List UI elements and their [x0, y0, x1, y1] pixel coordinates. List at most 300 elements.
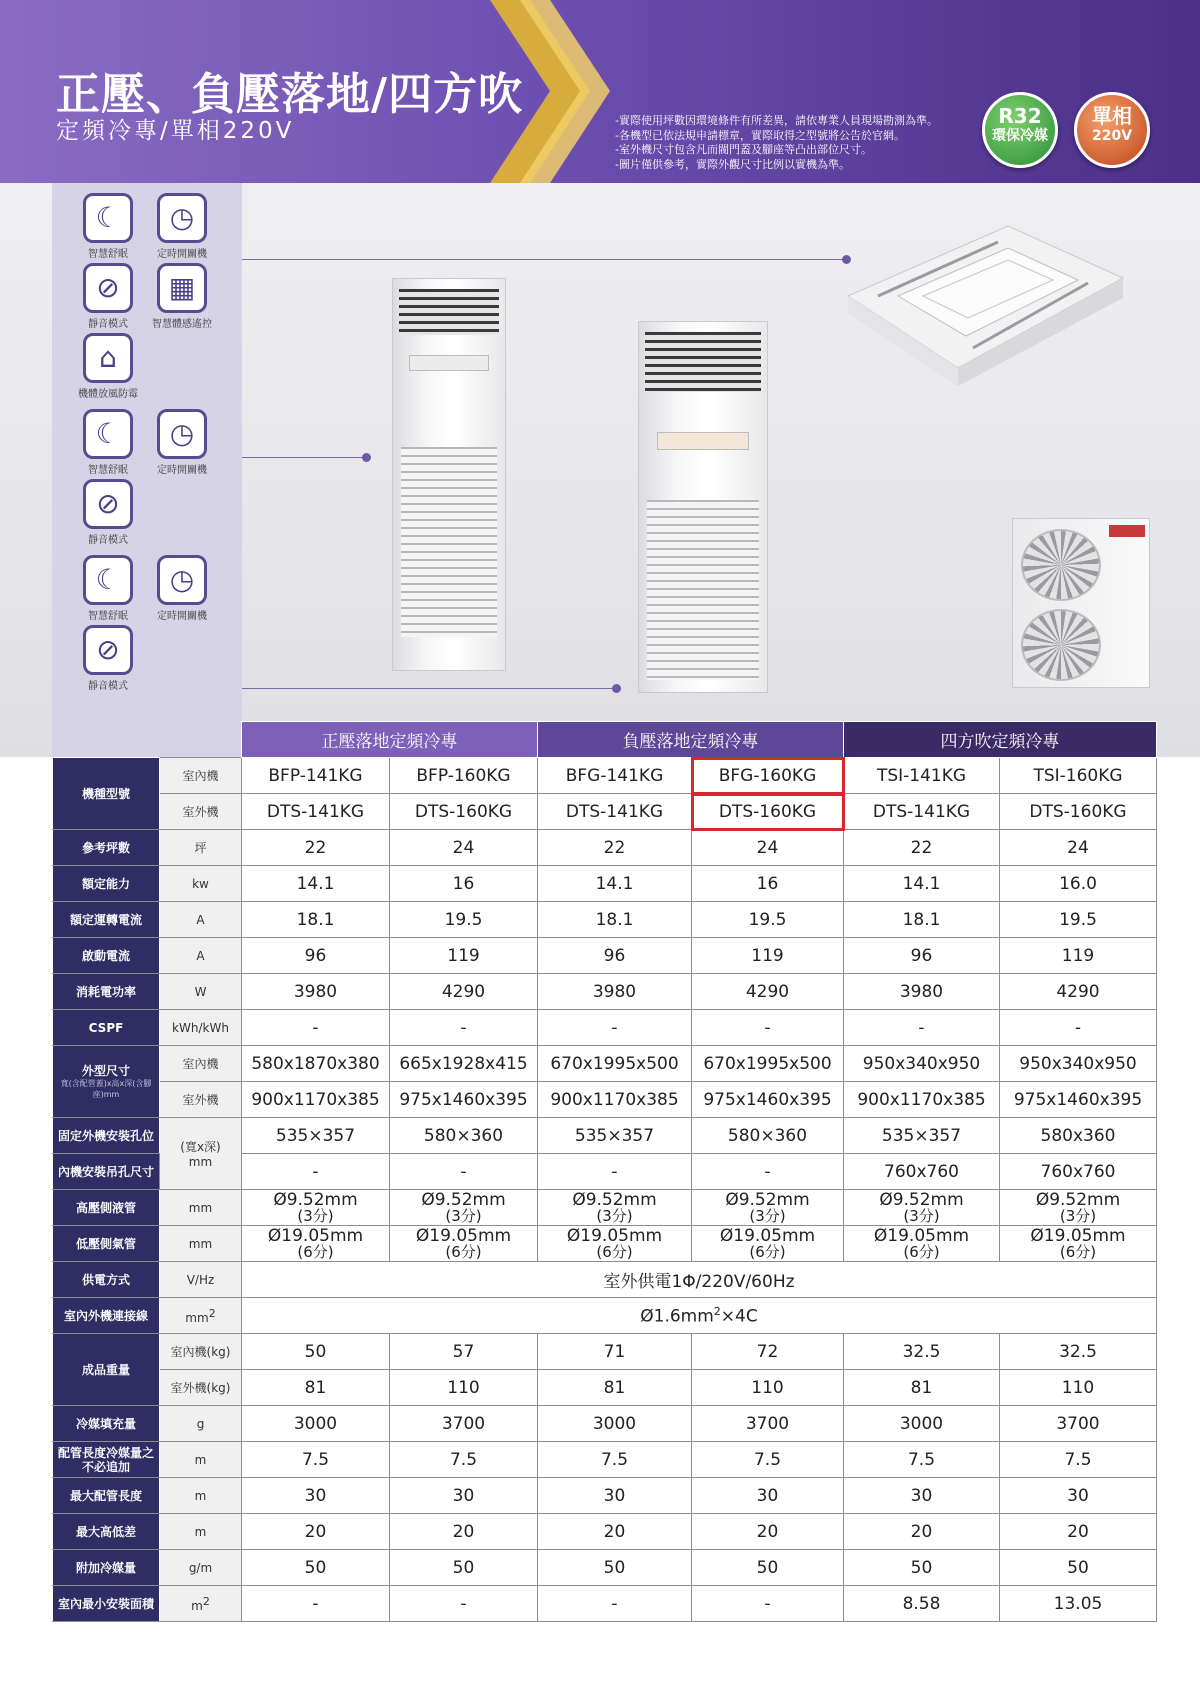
row-label-note: 寬(含配管蓋)x高x深(含腳座)mm — [60, 1078, 152, 1099]
cell: 71 — [538, 1334, 692, 1370]
pipe-size: Ø9.52mm — [421, 1189, 506, 1210]
pipe-cell — [844, 1226, 1000, 1262]
brand-plate — [1109, 525, 1145, 537]
sub-label: 坪 — [160, 830, 242, 866]
sub-label — [160, 1118, 242, 1190]
pipe-size: Ø9.52mm — [725, 1189, 810, 1210]
table-row — [53, 1010, 1157, 1046]
cell: 14.1 — [844, 866, 1000, 902]
rows-b — [53, 1406, 1157, 1586]
pipe-size: Ø19.05mm — [566, 1225, 663, 1246]
table-row — [53, 1478, 1157, 1514]
note-line: -圖片僅供參考，實際外觀尺寸比例以實機為準。 — [615, 157, 850, 171]
cell: 110 — [390, 1370, 538, 1406]
sub-label: mm — [160, 1190, 242, 1226]
fan-icon — [1021, 529, 1101, 601]
cell: 50 — [692, 1550, 844, 1586]
clock-icon: ◷ — [157, 409, 207, 459]
cell: 670x1995x500 — [538, 1046, 692, 1082]
notes-block — [615, 114, 938, 172]
pipe-note: (3分) — [297, 1206, 334, 1225]
cell: - — [844, 1010, 1000, 1046]
cell: 3700 — [390, 1406, 538, 1442]
cell: 24 — [390, 830, 538, 866]
cell: 3700 — [692, 1406, 844, 1442]
cell: DTS-141KG — [538, 794, 692, 830]
pipe-note: (3分) — [749, 1206, 786, 1225]
cell: - — [242, 1154, 390, 1190]
row-label: 配管長度冷媒量之不必追加 — [53, 1442, 160, 1478]
cell: 22 — [538, 830, 692, 866]
cell: - — [538, 1154, 692, 1190]
table-row — [53, 794, 1157, 830]
feature-label: 智慧體感遙控 — [152, 319, 212, 330]
feature-sleep — [68, 193, 148, 260]
cell: 24 — [1000, 830, 1157, 866]
fan-icon — [1021, 609, 1101, 681]
cell: 96 — [242, 938, 390, 974]
table-row — [53, 1118, 1157, 1154]
feature-label: 智慧舒眠 — [88, 249, 128, 260]
feature-label: 智慧舒眠 — [88, 465, 128, 476]
cell: 119 — [692, 938, 844, 974]
pipe-note: (3分) — [903, 1206, 940, 1225]
note-line: -各機型已依法規申請標章，實際取得之型號將公告於官網。 — [615, 128, 905, 142]
merged-cell: 室外供電1Φ/220V/60Hz — [242, 1262, 1157, 1298]
air-intake-grille — [401, 447, 497, 637]
cell: TSI-141KG — [844, 758, 1000, 794]
cell: BFP-141KG — [242, 758, 390, 794]
row-label: 參考坪數 — [53, 830, 160, 866]
note-line: -實際使用坪數因環境條件有所差異，請依專業人員現場勘測為準。 — [615, 114, 938, 127]
group-header: 負壓落地定頻冷專 — [538, 722, 844, 758]
pipe-note: (6分) — [297, 1242, 334, 1261]
mute-icon: ⊘ — [83, 263, 133, 313]
row-label: 室內最小安裝面積 — [53, 1586, 160, 1622]
badge-text: 環保冷媒 — [992, 128, 1048, 144]
pipe-note: (6分) — [903, 1242, 940, 1261]
feature-remote — [142, 263, 222, 330]
table-row — [53, 1334, 1157, 1370]
cell: 14.1 — [242, 866, 390, 902]
highlighted-cell: DTS-160KG — [692, 794, 844, 830]
indoor-unit-image — [638, 321, 768, 693]
cell: - — [390, 1154, 538, 1190]
feature-mold — [68, 333, 148, 400]
cell: BFP-160KG — [390, 758, 538, 794]
table-row — [53, 758, 1157, 794]
badge-text: 220V — [1091, 128, 1133, 144]
pipe-note: (3分) — [445, 1206, 482, 1225]
header-banner — [0, 0, 1200, 183]
row-label-text: 外型尺寸 — [81, 1063, 130, 1078]
badge-text: R32 — [998, 104, 1042, 128]
table-row — [53, 1586, 1157, 1622]
feature-sleep — [68, 409, 148, 476]
cell: 950x340x950 — [844, 1046, 1000, 1082]
cell: 119 — [390, 938, 538, 974]
pipe-cell — [390, 1190, 538, 1226]
moon-icon: ☾ — [83, 555, 133, 605]
group-header: 正壓落地定頻冷專 — [242, 722, 538, 758]
sub-label: 室外機 — [160, 794, 242, 830]
pipe-size: Ø19.05mm — [873, 1225, 970, 1246]
mute-icon: ⊘ — [83, 479, 133, 529]
feature-timer — [142, 409, 222, 476]
page-title: 正壓、負壓落地/四方吹 — [56, 69, 524, 120]
sub-label: 室內機 — [160, 758, 242, 794]
cell: 50 — [1000, 1550, 1157, 1586]
cell: TSI-160KG — [1000, 758, 1157, 794]
pipe-size: Ø19.05mm — [1030, 1225, 1126, 1246]
cell: 535×357 — [844, 1118, 1000, 1154]
pipe-rows — [53, 1190, 1157, 1262]
unit-text: mm — [185, 1310, 209, 1325]
page-subtitle: 定頻冷專/單相220V — [56, 118, 295, 144]
cell: 975x1460x395 — [1000, 1082, 1157, 1118]
cell: 30 — [242, 1478, 390, 1514]
wire-sup: 2 — [713, 1304, 721, 1318]
table-row — [53, 1406, 1157, 1442]
cell: 760x760 — [844, 1154, 1000, 1190]
r32-badge — [982, 92, 1058, 168]
sub-label — [160, 1586, 242, 1622]
cell: 7.5 — [538, 1442, 692, 1478]
feature-label: 機體放風防霉 — [78, 389, 138, 400]
cell: 900x1170x385 — [242, 1082, 390, 1118]
cell: - — [692, 1010, 844, 1046]
cell: 81 — [538, 1370, 692, 1406]
cell: - — [692, 1154, 844, 1190]
pipe-size: Ø9.52mm — [273, 1189, 358, 1210]
sub-label: kWh/kWh — [160, 1010, 242, 1046]
cell: - — [538, 1586, 692, 1622]
row-label: 高壓側液管 — [53, 1190, 160, 1226]
cell: 7.5 — [1000, 1442, 1157, 1478]
cell: 8.58 — [844, 1586, 1000, 1622]
unit-text: (寬x深) — [180, 1140, 221, 1154]
note-line: -室外機尺寸包含凡而閥門蓋及腳座等凸出部位尺寸。 — [615, 143, 872, 156]
air-outlet-grille — [645, 332, 761, 392]
cell: 30 — [538, 1478, 692, 1514]
remote-icon: ▦ — [157, 263, 207, 313]
cell: 50 — [242, 1334, 390, 1370]
cell: 22 — [242, 830, 390, 866]
table-row — [53, 1442, 1157, 1478]
cell: 670x1995x500 — [692, 1046, 844, 1082]
pipe-cell — [390, 1226, 538, 1262]
cell: 580x1870x380 — [242, 1046, 390, 1082]
table-row — [53, 830, 1157, 866]
cell: 20 — [844, 1514, 1000, 1550]
product-area — [0, 183, 1200, 757]
cell: 96 — [538, 938, 692, 974]
cell: 20 — [1000, 1514, 1157, 1550]
table-row — [53, 1514, 1157, 1550]
row-label: 低壓側氣管 — [53, 1226, 160, 1262]
cell: 975x1460x395 — [692, 1082, 844, 1118]
cell: - — [390, 1010, 538, 1046]
pipe-size: Ø19.05mm — [267, 1225, 364, 1246]
cell: 580×360 — [390, 1118, 538, 1154]
row-label: 成品重量 — [53, 1334, 160, 1406]
cell: 7.5 — [692, 1442, 844, 1478]
cell: 30 — [1000, 1478, 1157, 1514]
cell: 760x760 — [1000, 1154, 1157, 1190]
pipe-cell — [242, 1226, 390, 1262]
cell: 81 — [242, 1370, 390, 1406]
pipe-cell — [692, 1190, 844, 1226]
row-label: 機種型號 — [53, 758, 160, 830]
cell: DTS-141KG — [844, 794, 1000, 830]
row-label: 額定能力 — [53, 866, 160, 902]
cassette-unit-image — [838, 218, 1128, 388]
sub-label: 室內機 — [160, 1046, 242, 1082]
cell: 20 — [242, 1514, 390, 1550]
pipe-note: (6分) — [596, 1242, 633, 1261]
cell: 950x340x950 — [1000, 1046, 1157, 1082]
table-row — [53, 974, 1157, 1010]
pipe-cell — [242, 1190, 390, 1226]
row-label: CSPF — [53, 1010, 160, 1046]
cell: 3000 — [844, 1406, 1000, 1442]
empty-corner — [53, 722, 160, 758]
cell: 19.5 — [1000, 902, 1157, 938]
feature-label: 靜音模式 — [88, 535, 128, 546]
cell: 30 — [692, 1478, 844, 1514]
cell: 18.1 — [844, 902, 1000, 938]
table-row — [53, 1550, 1157, 1586]
cell: 3980 — [538, 974, 692, 1010]
cell: DTS-141KG — [242, 794, 390, 830]
cell: 7.5 — [844, 1442, 1000, 1478]
cell: 535×357 — [242, 1118, 390, 1154]
row-label: 消耗電功率 — [53, 974, 160, 1010]
badge-text: 單相 — [1092, 104, 1132, 128]
moon-icon: ☾ — [83, 409, 133, 459]
cell: 13.05 — [1000, 1586, 1157, 1622]
moon-icon: ☾ — [83, 193, 133, 243]
cell: 975x1460x395 — [390, 1082, 538, 1118]
unit-sup: 2 — [208, 1306, 216, 1320]
cell: 20 — [692, 1514, 844, 1550]
cell: 22 — [844, 830, 1000, 866]
cell: 3700 — [1000, 1406, 1157, 1442]
pipe-note: (6分) — [749, 1242, 786, 1261]
row-label: 內機安裝吊孔尺寸 — [53, 1154, 160, 1190]
sub-label: 室外機(kg) — [160, 1370, 242, 1406]
wire-tail: ×4C — [720, 1306, 758, 1327]
table-row — [53, 1298, 1157, 1334]
cell: 50 — [390, 1550, 538, 1586]
cell: 665x1928x415 — [390, 1046, 538, 1082]
sub-label: 室內機(kg) — [160, 1334, 242, 1370]
sub-label: 室外機 — [160, 1082, 242, 1118]
pipe-cell — [692, 1226, 844, 1262]
pipe-note: (6分) — [445, 1242, 482, 1261]
unit-text: mm — [188, 1155, 213, 1169]
cell: 16.0 — [1000, 866, 1157, 902]
connector-line — [242, 259, 848, 260]
sub-label: g/m — [160, 1550, 242, 1586]
cell: 32.5 — [1000, 1334, 1157, 1370]
connector-dot — [362, 453, 371, 462]
cell: BFG-141KG — [538, 758, 692, 794]
pipe-size: Ø9.52mm — [572, 1189, 657, 1210]
cell: 580x360 — [1000, 1118, 1157, 1154]
sub-label: mm — [160, 1226, 242, 1262]
pipe-cell — [1000, 1226, 1157, 1262]
table-row — [53, 1082, 1157, 1118]
pipe-note: (6分) — [1059, 1242, 1097, 1261]
cell: 81 — [844, 1370, 1000, 1406]
cell: 900x1170x385 — [538, 1082, 692, 1118]
cell: - — [1000, 1010, 1157, 1046]
row-label: 啟動電流 — [53, 938, 160, 974]
cell: 7.5 — [242, 1442, 390, 1478]
cell: 18.1 — [538, 902, 692, 938]
connector-dot — [612, 684, 621, 693]
cell: DTS-160KG — [390, 794, 538, 830]
cell: 3000 — [538, 1406, 692, 1442]
sub-label — [160, 1298, 242, 1334]
row-label: 固定外機安裝孔位 — [53, 1118, 160, 1154]
feature-label: 智慧舒眠 — [88, 611, 128, 622]
row-label: 額定運轉電流 — [53, 902, 160, 938]
pipe-cell — [538, 1190, 692, 1226]
air-outlet-grille — [399, 289, 499, 335]
indoor-unit-image — [392, 278, 506, 671]
unit-sup: 2 — [202, 1594, 210, 1608]
feature-column — [52, 183, 242, 757]
sub-label: g — [160, 1406, 242, 1442]
row-label: 冷媒填充量 — [53, 1406, 160, 1442]
row-label: 附加冷媒量 — [53, 1550, 160, 1586]
group-header-row — [53, 722, 1157, 758]
group-header: 四方吹定頻冷專 — [844, 722, 1157, 758]
pipe-size: Ø19.05mm — [719, 1225, 816, 1246]
pipe-size: Ø19.05mm — [415, 1225, 512, 1246]
table-row — [53, 1262, 1157, 1298]
pipe-size: Ø9.52mm — [1035, 1189, 1121, 1210]
row-label: 供電方式 — [53, 1262, 160, 1298]
connector-line — [242, 457, 366, 458]
mute-icon: ⊘ — [83, 625, 133, 675]
control-panel — [409, 355, 489, 371]
cell: 72 — [692, 1334, 844, 1370]
cell: 96 — [844, 938, 1000, 974]
rows-a — [53, 830, 1157, 1046]
cell: 119 — [1000, 938, 1157, 974]
cell: 3000 — [242, 1406, 390, 1442]
unit-text: m — [191, 1598, 203, 1613]
wire-value: Ø1.6mm — [640, 1306, 714, 1327]
pipe-note: (3分) — [596, 1206, 633, 1225]
pipe-size: Ø9.52mm — [879, 1189, 964, 1210]
cell: - — [692, 1586, 844, 1622]
cell: - — [390, 1586, 538, 1622]
cell: 16 — [390, 866, 538, 902]
feature-timer — [142, 555, 222, 622]
clock-icon: ◷ — [157, 193, 207, 243]
pipe-cell — [1000, 1190, 1157, 1226]
cell: 18.1 — [242, 902, 390, 938]
cell: 19.5 — [692, 902, 844, 938]
cell: 50 — [242, 1550, 390, 1586]
cell: 3980 — [844, 974, 1000, 1010]
table-row — [53, 866, 1157, 902]
table-row — [53, 1370, 1157, 1406]
feature-label: 定時開關機 — [157, 465, 207, 476]
sub-label: A — [160, 938, 242, 974]
pipe-cell — [538, 1226, 692, 1262]
cell: 4290 — [390, 974, 538, 1010]
cell: 30 — [844, 1478, 1000, 1514]
sub-label: A — [160, 902, 242, 938]
cell: DTS-160KG — [1000, 794, 1157, 830]
cell: 14.1 — [538, 866, 692, 902]
cell: 110 — [692, 1370, 844, 1406]
feature-label: 定時開關機 — [157, 611, 207, 622]
sub-label: kw — [160, 866, 242, 902]
feature-label: 靜音模式 — [88, 319, 128, 330]
cell: 3980 — [242, 974, 390, 1010]
cell: 16 — [692, 866, 844, 902]
cell: 50 — [844, 1550, 1000, 1586]
pipe-cell — [844, 1190, 1000, 1226]
cell: 57 — [390, 1334, 538, 1370]
cell: 7.5 — [390, 1442, 538, 1478]
table-row — [53, 1226, 1157, 1262]
cell: 4290 — [692, 974, 844, 1010]
cell: 50 — [538, 1550, 692, 1586]
sub-label: W — [160, 974, 242, 1010]
feature-timer — [142, 193, 222, 260]
table-row — [53, 902, 1157, 938]
cell: 20 — [390, 1514, 538, 1550]
sub-label: m — [160, 1478, 242, 1514]
table-row — [53, 1190, 1157, 1226]
single-phase-badge — [1074, 92, 1150, 168]
feature-mute — [68, 625, 148, 692]
pipe-note: (3分) — [1059, 1206, 1097, 1225]
row-label — [53, 1046, 160, 1118]
spec-table — [52, 721, 1157, 1622]
feature-mute — [68, 479, 148, 546]
cell: 900x1170x385 — [844, 1082, 1000, 1118]
house-icon: ⌂ — [83, 333, 133, 383]
highlighted-cell: BFG-160KG — [692, 758, 844, 794]
cell: 19.5 — [390, 902, 538, 938]
cell: 24 — [692, 830, 844, 866]
clock-icon: ◷ — [157, 555, 207, 605]
sub-label: m — [160, 1442, 242, 1478]
merged-cell — [242, 1298, 1157, 1334]
cell: 32.5 — [844, 1334, 1000, 1370]
cell: - — [242, 1586, 390, 1622]
feature-sleep — [68, 555, 148, 622]
cell: - — [538, 1010, 692, 1046]
cell: 535×357 — [538, 1118, 692, 1154]
cell: 4290 — [1000, 974, 1157, 1010]
row-label: 最大配管長度 — [53, 1478, 160, 1514]
row-label: 最大高低差 — [53, 1514, 160, 1550]
feature-label: 靜音模式 — [88, 681, 128, 692]
cell: 110 — [1000, 1370, 1157, 1406]
row-label: 室內外機連接線 — [53, 1298, 160, 1334]
table-row — [53, 938, 1157, 974]
feature-label: 定時開關機 — [157, 249, 207, 260]
